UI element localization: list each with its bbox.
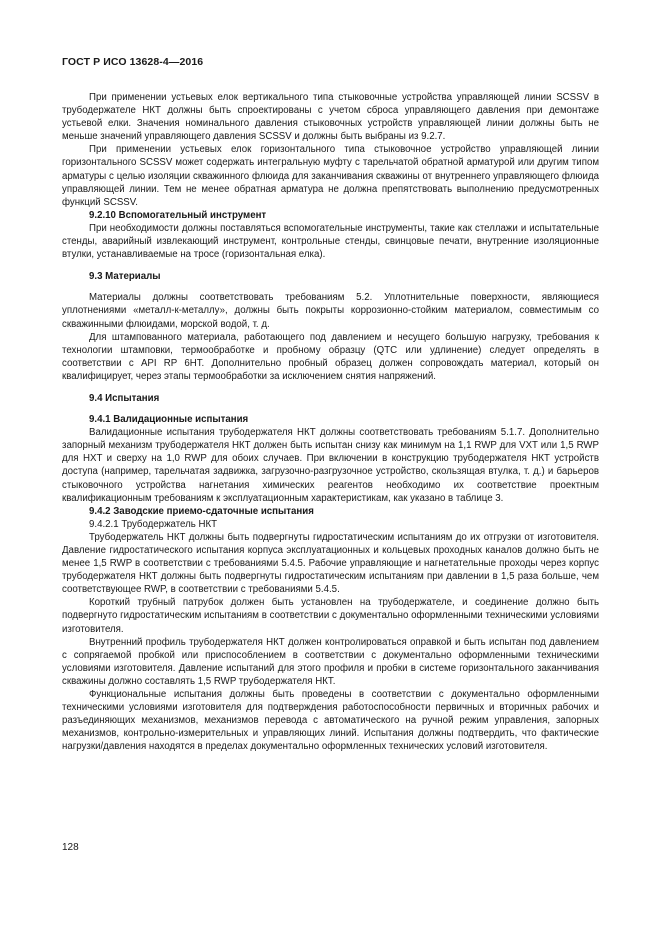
paragraph-auxiliary-tools: При необходимости должны поставляться вспомогательные инструменты, такие как стеллажи и испытательные стенды, аварийный извлекающий инструмент, контрольные стенды, свинцовые печати, внутренние изоляционные втулки, устанавливаемые на тросе (горизонтальная елка). [62, 222, 599, 261]
paragraph-functional-tests: Функциональные испытания должны быть проведены в соответствии с документально оформленными техническими условиями изготовителя для подтверждения работоспособности первичных и вторичных рабочих и разъединяющих механизмов, механизмов перевода с автоматического на ручной режим управления, запорных механизмов, контрольно-измерительных и управляющих линий. Испытания должны подтвердить, что фактические нагрузки/давления находятся в пределах документально оформленных технических условий изготовителя. [62, 689, 599, 753]
paragraph-hydrostatic-tests: Трубодержатель НКТ должны быть подвергнуты гидростатическим испытаниям до их отгрузки от изготовителя. Давление гидростатического испытания корпуса эксплуатационных и кольцевых проходных каналов должно быть не менее 1,5 RWP в соответствии с требованиями 5.4.5. Рабочие управляющие и нагнетательные проходы через корпус трубодержателя НКТ должны быть подвергнуты гидростатическим испытаниям при давлении в 1,5 раза больше, чем соответствующее RWP, в соответствии с требованиями 5.4.5. [62, 531, 599, 596]
heading-9-4-2: 9.4.2 Заводские приемо-сдаточные испытания [89, 505, 314, 517]
paragraph-horizontal-tree: При применении устьевых елок горизонтального типа стыковочное устройство управляющей линии горизонтального SCSSV может содержать интегральную муфту с тарельчатой обратной арматурой или другим типом арматуры с целью изоляции скважинного флюида для заканчивания скважины от внутреннего управляющего флюида управляющей линии. Тем не менее обратная арматура не должна препятствовать выполнению предусмотренных функций SCSSV. [62, 144, 599, 208]
heading-9-4: 9.4 Испытания [89, 392, 160, 404]
heading-9-2-10: 9.2.10 Вспомогательный инструмент [89, 209, 267, 221]
heading-9-4-2-1: 9.4.2.1 Трубодержатель НКТ [89, 518, 218, 530]
document-body [62, 91, 599, 754]
heading-9-3: 9.3 Материалы [89, 271, 161, 283]
heading-9-4-1: 9.4.1 Валидационные испытания [89, 414, 249, 426]
paragraph-internal-profile: Внутренний профиль трубодержателя НКТ должен контролироваться оправкой и быть испытан под давлением с сопрягаемой пробкой или приспособлением в соответствии с документально оформленными техническими условиями изготовителя. Давление испытаний для этого профиля и пробки в системе горизонтального заканчивания скважины должно составлять 1,5 RWP трубодержателя НКТ. [62, 636, 599, 687]
paragraph-short-pipe: Короткий трубный патрубок должен быть установлен на трубодержателе, и соединение должно быть подвергнуто гидростатическим испытаниям в соответствии с документально оформленными техническими условиями изготовителя. [62, 597, 599, 635]
paragraph-materials: Материалы должны соответствовать требованиям 5.2. Уплотнительные поверхности, являющиеся уплотнениями «металл-к-металлу», должны быть покрыты коррозионно-стойким материалом, совместимым со скважинными флюидами, морской водой, т. д. [62, 292, 599, 330]
paragraph-validation-tests: Валидационные испытания трубодержателя НКТ должны соответствовать требованиям 5.1.7. Дополнительно запорный механизм трубодержателя НКТ должен быть испытан снизу как минимум на 1,1 RWP для VXT или 1,5 RWP для HXT и сверху на 1,0 RWP для обоих случаев. При включении в конструкцию трубодержателя НКТ устройств доступа (например, тарельчатая задвижка, загрузочно-разгрузочное устройство, скользящая втулка, т. д.) и барьеров стыковочного устройства нагнетания химических реагентов необходимо их соответствие проектным квалификационным требованиям к эксплуатационным характеристикам, как указано в таблице 3. [62, 427, 599, 504]
page-number: 128 [62, 842, 79, 853]
page-header-standard-id: ГОСТ Р ИСО 13628-4—2016 [62, 56, 204, 68]
paragraph-forged-material: Для штампованного материала, работающего под давлением и несущего большую нагрузку, требования к технологии штамповки, термообработке и пробному образцу (QTC или удлинение) следует определять в соответствии с API RP 6HT. Дополнительно пробный образец должен сопровождать материал, который он квалифицирует, через этапы термообработки за исключением снятия напряжений. [62, 331, 599, 382]
paragraph-vertical-tree: При применении устьевых елок вертикального типа стыковочные устройства управляющей линии SCSSV в трубодержателе НКТ должны быть спроектированы с учетом сброса управляющего давления при демонтаже устьевой елки. Значения номинального давления стыковочных устройств управляющей линии должны быть не меньше значений управляющего давления SCSSV и должны быть выбраны из 9.2.7. [62, 92, 599, 143]
